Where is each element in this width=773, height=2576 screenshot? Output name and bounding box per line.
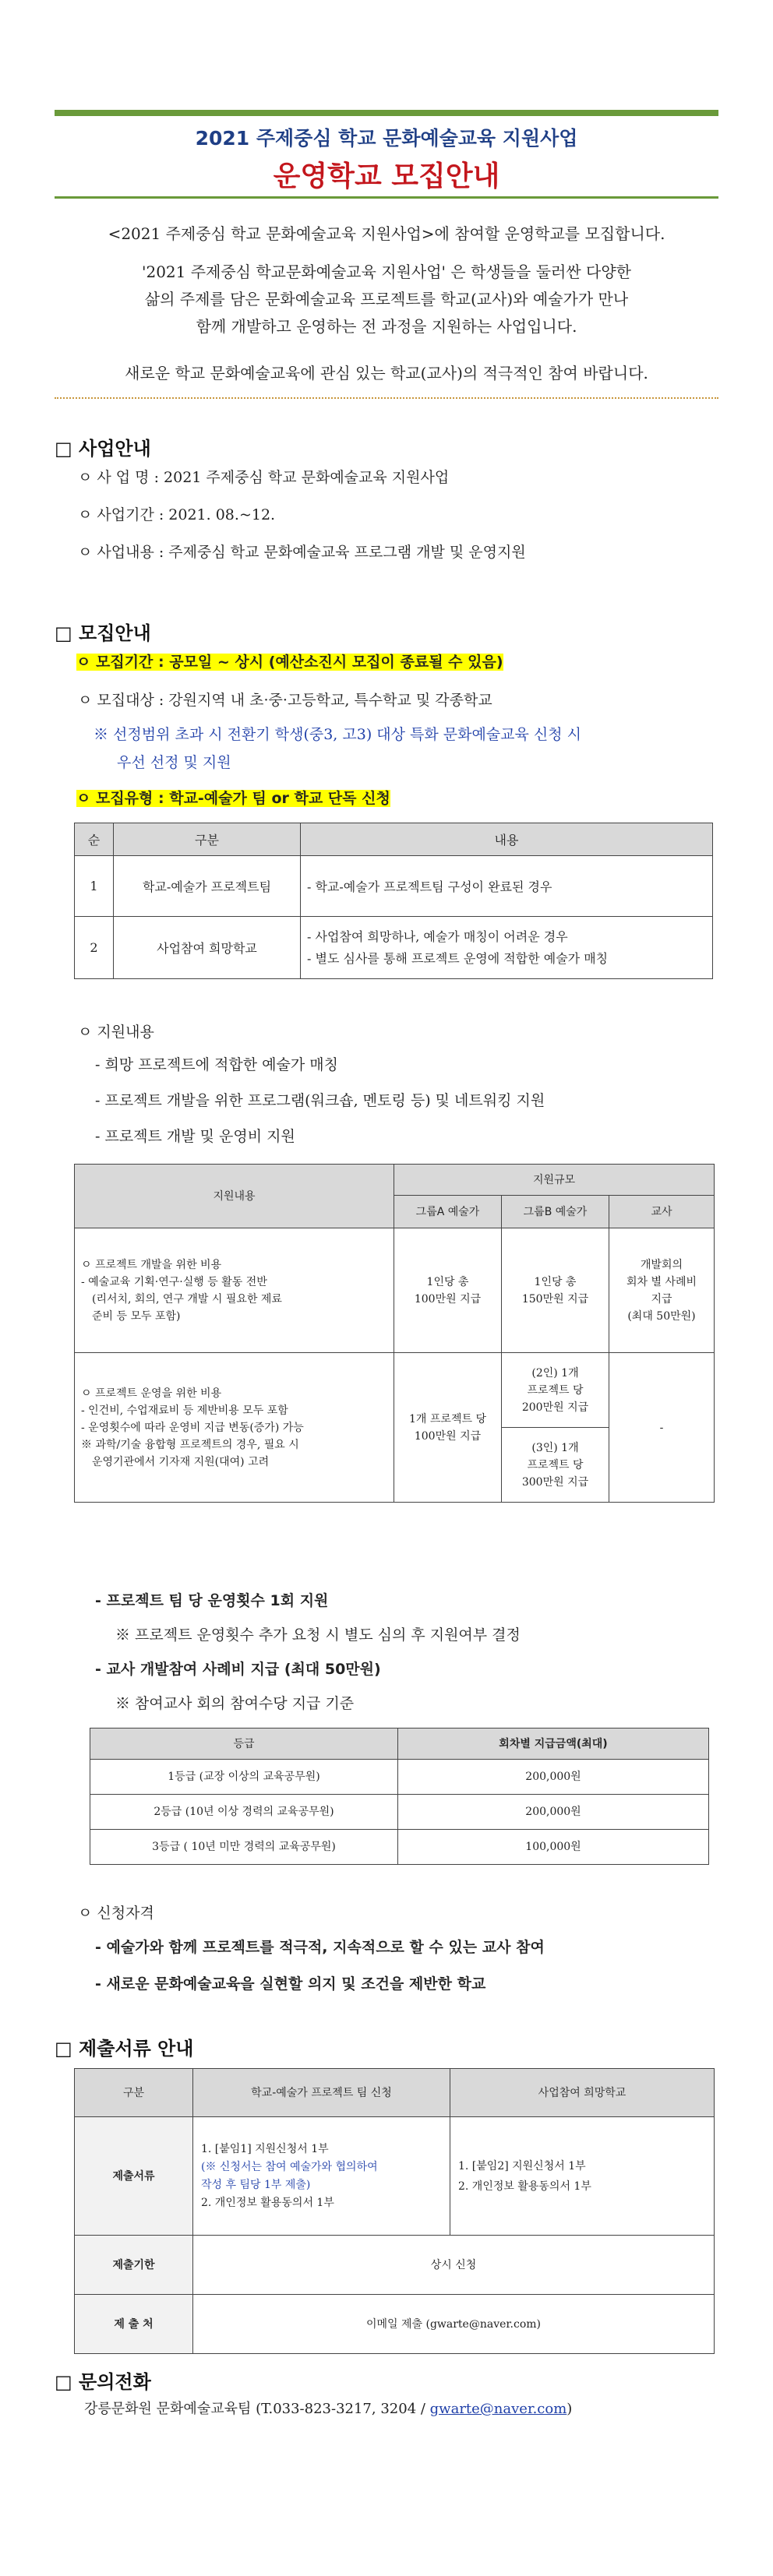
business-content: ㅇ 사업내용 : 주제중심 학교 문화예술교육 프로그램 개발 및 운영지원: [78, 544, 526, 561]
page-title-line2: 운영학교 모집안내: [273, 160, 500, 192]
table-row: [90, 1760, 709, 1795]
support-item-3: - 프로젝트 개발 및 운영비 지원: [95, 1128, 295, 1145]
row-no: 1: [75, 856, 114, 917]
section-heading-business: □ 사업안내: [55, 438, 151, 460]
cell-line: (※ 신청서는 참여 예술가와 협의하여: [201, 2160, 378, 2173]
col-group-b: 그룹B 예술가: [502, 1196, 609, 1228]
table-row: [90, 1830, 709, 1865]
intro-paragraph-3: 새로운 학교 문화예술교육에 관심 있는 학교(교사)의 적극적인 참여 바랍니다.: [125, 364, 648, 382]
col-school: 사업참여 희망학교: [450, 2069, 715, 2117]
support-after-2: - 교사 개발참여 사례비 지급 (최대 50만원): [95, 1661, 381, 1678]
cell-line: (리서치, 회의, 연구 개발 시 필요한 제료: [92, 1292, 282, 1306]
recruit-period: ㅇ 모집기간 : 공모일 ~ 상시 (예산소진시 모집이 종료될 수 있음): [76, 654, 503, 671]
title-top-bar: [55, 110, 718, 116]
cell-line: 회차 별 사례비: [626, 1275, 697, 1288]
cell-amount: 100,000원: [398, 1830, 709, 1865]
cell-line: - 예술교육 기획·연구·실행 등 활동 전반: [81, 1275, 267, 1288]
col-content: 지원내용: [75, 1165, 394, 1228]
documents-table: [74, 2068, 715, 2354]
row-desc: - 학교-예술가 프로젝트팀 구성이 완료된 경우: [301, 856, 713, 917]
cell-line: 1인당 총: [426, 1275, 469, 1288]
table-row: [75, 2236, 715, 2295]
title-bottom-bar: [55, 196, 718, 199]
business-period: ㅇ 사업기간 : 2021. 08.~12.: [78, 506, 276, 523]
contact-close: ): [567, 2401, 573, 2417]
business-name: ㅇ 사 업 명 : 2021 주제중심 학교 문화예술교육 지원사업: [78, 469, 450, 486]
table-row: [75, 856, 713, 917]
cell-line: 개발회의: [640, 1258, 683, 1271]
table-row: [90, 1795, 709, 1830]
cell-line: 150만원 지급: [521, 1292, 589, 1306]
col-group-a: 그룹A 예술가: [394, 1196, 502, 1228]
cell-line: 2. 개인정보 활용동의서 1부: [201, 2196, 334, 2209]
recruit-type: ㅇ 모집유형 : 학교-예술가 팀 or 학교 단독 신청: [76, 790, 390, 807]
section-heading-documents: □ 제출서류 안내: [55, 2038, 194, 2060]
cell-line: 1개 프로젝트 당: [409, 1412, 486, 1425]
cell-line: - 운영횟수에 따라 운영비 지급 변동(증가) 가능: [81, 1421, 304, 1434]
cell-line: (2인) 1개: [531, 1366, 579, 1380]
cell-line: (최대 50만원): [627, 1309, 696, 1323]
recruit-type-table: [74, 823, 713, 979]
col-kind: 구분: [114, 823, 301, 856]
support-after-1-note: ※ 프로젝트 운영횟수 추가 요청 시 별도 심의 후 지원여부 결정: [115, 1626, 521, 1644]
cell-line: 300만원 지급: [521, 1475, 589, 1489]
col-no: 순: [75, 823, 114, 856]
support-after-1: - 프로젝트 팀 당 운영횟수 1회 지원: [95, 1592, 329, 1609]
cell-grade: 3등급 ( 10년 미만 경력의 교육공무원): [90, 1830, 398, 1865]
cell-line: 지급: [651, 1292, 672, 1306]
col-teacher: 교사: [609, 1196, 715, 1228]
row-desc-line1: - 사업참여 희망하나, 예술가 매칭이 어려운 경우: [307, 929, 568, 944]
support-heading: ㅇ 지원내용: [78, 1024, 154, 1041]
page-title-line1: 2021 주제중심 학교 문화예술교육 지원사업: [195, 127, 578, 150]
contact-email-link[interactable]: gwarte@naver.com: [429, 2401, 567, 2417]
eligibility-heading: ㅇ 신청자격: [78, 1905, 154, 1922]
cell-line: - 인건비, 수업재료비 등 제반비용 모두 포함: [81, 1404, 288, 1417]
cell-line: ※ 과학/기술 융합형 프로젝트의 경우, 필요 시: [81, 1438, 299, 1451]
col-amount: 회차별 지급금액(최대): [398, 1728, 709, 1760]
intro-paragraph-1: <2021 주제중심 학교 문화예술교육 지원사업>에 참여할 운영학교를 모집합니다.: [108, 224, 665, 243]
intro-divider: [55, 397, 718, 399]
cell-line: (3인) 1개: [531, 1441, 579, 1454]
support-after-2-note: ※ 참여교사 회의 참여수당 지급 기준: [115, 1695, 355, 1712]
col-grade: 등급: [90, 1728, 398, 1760]
cell-line: 100만원 지급: [414, 1292, 482, 1306]
cell-line: 1인당 총: [534, 1275, 577, 1288]
intro-paragraph-2-line1: '2021 주제중심 학교문화예술교육 지원사업' 은 학생들을 둘러싼 다양한: [141, 263, 632, 281]
eligibility-item-1: - 예술가와 함께 프로젝트를 적극적, 지속적으로 할 수 있는 교사 참여: [95, 1939, 545, 1956]
col-kind: 구분: [75, 2069, 193, 2117]
cell-line: 200만원 지급: [521, 1401, 589, 1414]
cell-line: 100만원 지급: [414, 1429, 482, 1443]
recruit-target: ㅇ 모집대상 : 강원지역 내 초·중·고등학교, 특수학교 및 각종학교: [78, 692, 492, 709]
table-row: [75, 1353, 715, 1428]
recruit-note-line1: ※ 선정범위 초과 시 전환기 학생(중3, 고3) 대상 특화 문화예술교육 신청 시: [94, 726, 582, 743]
cell-line: ㅇ 프로젝트 개발을 위한 비용: [81, 1258, 222, 1271]
docs-label: 제출서류: [75, 2117, 193, 2236]
eligibility-item-2: - 새로운 문화예술교육을 실현할 의지 및 조건을 제반한 학교: [95, 1975, 486, 1993]
deadline-value: 상시 신청: [193, 2236, 715, 2295]
fee-table: [90, 1728, 709, 1865]
place-value: 이메일 제출 (gwarte@naver.com): [193, 2295, 715, 2354]
cell-grade: 2등급 (10년 이상 경력의 교육공무원): [90, 1795, 398, 1830]
cell-line: 1. [붙임1] 지원신청서 1부: [201, 2142, 329, 2155]
recruit-note-line2: 우선 선정 및 지원: [117, 754, 231, 771]
deadline-label: 제출기한: [75, 2236, 193, 2295]
cell-line: 운영기관에서 기자재 지원(대여) 고려: [92, 1455, 270, 1468]
cell-line: 작성 후 팀당 1부 제출): [201, 2178, 311, 2191]
intro-paragraph-2-line3: 함께 개발하고 운영하는 전 과정을 지원하는 사업입니다.: [196, 317, 577, 336]
row-no: 2: [75, 917, 114, 979]
row-kind: 학교-예술가 프로젝트팀: [114, 856, 301, 917]
cell-amount: 200,000원: [398, 1795, 709, 1830]
intro-paragraph-2-line2: 삶의 주제를 담은 문화예술교육 프로젝트를 학교(교사)와 예술가가 만나: [144, 290, 629, 308]
col-scale: 지원규모: [394, 1165, 715, 1196]
cell-line: ㅇ 프로젝트 운영을 위한 비용: [81, 1387, 222, 1400]
cell-line: 프로젝트 당: [527, 1383, 584, 1397]
cell-line: 2. 개인정보 활용동의서 1부: [458, 2180, 591, 2193]
row-desc-line2: - 별도 심사를 통해 프로젝트 운영에 적합한 예술가 매칭: [307, 950, 609, 966]
col-desc: 내용: [301, 823, 713, 856]
cell-teacher-ops: -: [609, 1353, 715, 1503]
row-kind: 사업참여 희망학교: [114, 917, 301, 979]
section-heading-recruit: □ 모집안내: [55, 622, 151, 644]
col-team: 학교-예술가 프로젝트 팀 신청: [193, 2069, 450, 2117]
support-table: [74, 1164, 715, 1503]
cell-grade: 1등급 (교장 이상의 교육공무원): [90, 1760, 398, 1795]
cell-amount: 200,000원: [398, 1760, 709, 1795]
cell-line: 1. [붙임2] 지원신청서 1부: [458, 2159, 586, 2173]
contact-text: 강릉문화원 문화예술교육팀 (T.033-823-3217, 3204 /: [84, 2401, 430, 2417]
table-row: [75, 2295, 715, 2354]
support-item-2: - 프로젝트 개발을 위한 프로그램(워크숍, 멘토링 등) 및 네트워킹 지원: [95, 1092, 545, 1109]
table-row: [75, 917, 713, 979]
contact-line: [84, 2398, 572, 2421]
place-label: 제 출 처: [75, 2295, 193, 2354]
cell-line: 준비 등 모두 포함): [92, 1309, 181, 1323]
cell-line: 프로젝트 당: [527, 1458, 584, 1471]
table-row: [75, 1228, 715, 1353]
section-heading-contact: □ 문의전화: [55, 2371, 151, 2393]
table-row: [75, 2117, 715, 2236]
support-item-1: - 희망 프로젝트에 적합한 예술가 매칭: [95, 1056, 338, 1073]
